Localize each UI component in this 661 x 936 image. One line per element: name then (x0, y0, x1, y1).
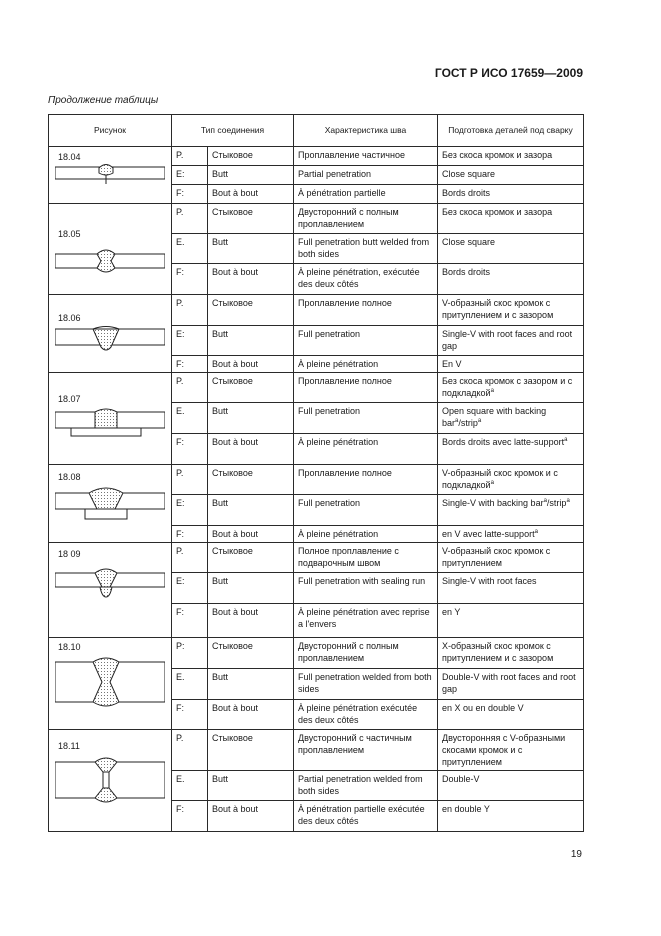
preparation-text: Bords droits avec latte-support (442, 437, 565, 447)
table-row (49, 638, 584, 669)
weld-characteristic: Full penetration (294, 495, 438, 526)
footnote-mark: a (543, 498, 547, 504)
footnote-mark: a (490, 480, 494, 486)
preparation (438, 573, 584, 604)
preparation (438, 234, 584, 264)
preparation-text: en X ou en double V (442, 703, 524, 713)
weld-characteristic: Full penetration (294, 326, 438, 356)
preparation (438, 356, 584, 373)
table-header-row (49, 115, 584, 147)
preparation (438, 403, 584, 434)
weld-characteristic: À pleine pénétration, exécutée des deux côtés (294, 264, 438, 295)
language-code: E. (172, 669, 208, 700)
table-body (49, 147, 584, 832)
preparation-text: Без скоса кромок с зазором и с подкладкой (442, 376, 573, 398)
weld-characteristic: À pleine pénétration exécutée des deux côtés (294, 700, 438, 730)
preparation (438, 526, 584, 543)
weld-characteristic: À pleine pénétration (294, 356, 438, 373)
figure-cell (49, 204, 172, 295)
joint-type: Bout à bout (208, 185, 294, 204)
language-code: F: (172, 801, 208, 832)
language-code: P: (172, 638, 208, 669)
language-code: P. (172, 543, 208, 573)
preparation (438, 166, 584, 185)
preparation-text: Double-V with root faces and root gap (442, 672, 576, 694)
joint-type: Butt (208, 669, 294, 700)
figure-number: 18.08 (58, 472, 81, 482)
preparation-text-tail: /strip (458, 418, 478, 428)
table-row (49, 204, 584, 234)
weld-characteristic: Проплавление частичное (294, 147, 438, 166)
language-code: P. (172, 373, 208, 403)
joint-type: Стыковое (208, 373, 294, 403)
weld-joint-diagram (55, 652, 165, 718)
table-continuation-label: Продолжение таблицы (48, 95, 159, 106)
preparation-text: Open square with backing bar (442, 406, 547, 428)
table-row (49, 147, 584, 166)
figure-number: 18.04 (58, 152, 81, 162)
footnote-mark: a (534, 529, 538, 535)
weld-characteristic: Проплавление полное (294, 465, 438, 495)
weld-joint-diagram (55, 406, 165, 446)
preparation-text: Bords droits (442, 188, 491, 198)
preparation-text: Double-V (442, 774, 480, 784)
language-code: F: (172, 526, 208, 543)
preparation-text: en V avec latte-support (442, 529, 535, 539)
footnote-mark: a (455, 418, 459, 424)
figure-number: 18.10 (58, 642, 81, 652)
weld-characteristic: Full penetration welded from both sides (294, 669, 438, 700)
joint-type: Стыковое (208, 543, 294, 573)
preparation (438, 669, 584, 700)
language-code: P. (172, 730, 208, 771)
weld-characteristic: Двусторонний с частичным проплавлением (294, 730, 438, 771)
table-row (49, 373, 584, 403)
footnote-mark: a (566, 498, 570, 504)
preparation-text: Single-V with root faces (442, 576, 537, 586)
weld-characteristic: À pleine pénétration (294, 434, 438, 465)
preparation-text: Close square (442, 237, 496, 247)
weld-characteristic: Partial penetration (294, 166, 438, 185)
language-code: P. (172, 147, 208, 166)
preparation-text: En V (442, 359, 462, 369)
weld-characteristic: Проплавление полное (294, 295, 438, 326)
figure-cell (49, 730, 172, 832)
joint-type: Butt (208, 495, 294, 526)
weld-joint-diagram (55, 561, 165, 603)
language-code: E: (172, 573, 208, 604)
preparation-text: V-образный скос кромок с притуплением и с зазором (442, 298, 554, 320)
language-code: E: (172, 495, 208, 526)
joint-type: Bout à bout (208, 264, 294, 295)
joint-type: Butt (208, 573, 294, 604)
joint-type: Butt (208, 403, 294, 434)
preparation (438, 326, 584, 356)
weld-characteristic: À pénétration partielle exécutée des deux côtés (294, 801, 438, 832)
language-code: E. (172, 234, 208, 264)
joint-type: Стыковое (208, 465, 294, 495)
preparation-text: Bords droits (442, 267, 491, 277)
weld-characteristic: Полное проплавление с подварочным швом (294, 543, 438, 573)
preparation (438, 185, 584, 204)
page-number: 19 (570, 849, 582, 860)
column-header-figure: Рисунок (49, 115, 172, 147)
preparation-text: Без скоса кромок и зазора (442, 207, 553, 217)
preparation-text: en Y (442, 607, 461, 617)
weld-joint-diagram (55, 479, 165, 527)
footnote-mark: a (564, 437, 568, 443)
weld-characteristic: Full penetration (294, 403, 438, 434)
weld-characteristic: Full penetration butt welded from both sides (294, 234, 438, 264)
joint-type: Стыковое (208, 204, 294, 234)
preparation (438, 801, 584, 832)
joint-type: Bout à bout (208, 700, 294, 730)
column-header-joint-type: Тип соединения (172, 115, 294, 147)
preparation (438, 147, 584, 166)
weld-characteristic: À pénétration partielle (294, 185, 438, 204)
preparation (438, 700, 584, 730)
figure-number: 18 09 (58, 549, 81, 559)
language-code: P. (172, 204, 208, 234)
weld-characteristic: Full penetration with sealing run (294, 573, 438, 604)
joint-type: Bout à bout (208, 356, 294, 373)
footnote-mark: a (490, 388, 494, 394)
table-row (49, 730, 584, 771)
weld-characteristic: Partial penetration welded from both sides (294, 771, 438, 801)
weld-characteristic: À pleine pénétration (294, 526, 438, 543)
language-code: P. (172, 465, 208, 495)
figure-number: 18.11 (58, 741, 80, 751)
figure-cell (49, 147, 172, 204)
joint-type: Butt (208, 234, 294, 264)
figure-cell (49, 543, 172, 638)
weld-characteristic: Двусторонний с полным проплавлением (294, 204, 438, 234)
weld-joint-table (48, 114, 584, 832)
preparation (438, 771, 584, 801)
preparation (438, 730, 584, 771)
joint-type: Стыковое (208, 638, 294, 669)
joint-type: Bout à bout (208, 434, 294, 465)
language-code: E. (172, 403, 208, 434)
preparation-text: en double Y (442, 804, 490, 814)
language-code: F: (172, 264, 208, 295)
preparation-text: Single-V with backing bar (442, 498, 544, 508)
preparation-text: Двусторонняя с V-образными скосами кромок и с притуплением (442, 733, 566, 767)
preparation (438, 373, 584, 403)
table-row (49, 465, 584, 495)
preparation-text: Single-V with root faces and root gap (442, 329, 573, 351)
document-header: ГОСТ Р ИСО 17659—2009 (434, 66, 583, 80)
preparation (438, 638, 584, 669)
joint-type: Стыковое (208, 295, 294, 326)
joint-type: Butt (208, 771, 294, 801)
language-code: F: (172, 356, 208, 373)
figure-number: 18.06 (58, 313, 81, 323)
preparation-text: Close square (442, 169, 496, 179)
footnote-mark: a (477, 418, 482, 424)
preparation (438, 604, 584, 638)
weld-characteristic: Двусторонний с полным проплавлением (294, 638, 438, 669)
joint-type: Butt (208, 166, 294, 185)
preparation (438, 204, 584, 234)
preparation (438, 264, 584, 295)
figure-cell (49, 465, 172, 543)
language-code: P. (172, 295, 208, 326)
joint-type: Bout à bout (208, 604, 294, 638)
language-code: E: (172, 166, 208, 185)
weld-joint-diagram (55, 161, 165, 185)
figure-cell (49, 295, 172, 373)
preparation (438, 495, 584, 526)
preparation (438, 543, 584, 573)
column-header-weld-characteristic: Характеристика шва (294, 115, 438, 147)
preparation-text-tail: /strip (546, 498, 567, 508)
preparation-text: V-образный скос кромок с притуплением (442, 546, 551, 568)
joint-type: Butt (208, 326, 294, 356)
figure-number: 18.05 (58, 229, 81, 239)
preparation-text: Без скоса кромок и зазора (442, 150, 553, 160)
preparation (438, 295, 584, 326)
column-header-preparation: Подготовка деталей под сварку (438, 115, 584, 147)
preparation (438, 465, 584, 495)
joint-type: Bout à bout (208, 526, 294, 543)
preparation-text: X-образный скос кромок с притуплением и с зазором (442, 641, 554, 663)
language-code: F: (172, 185, 208, 204)
preparation (438, 434, 584, 465)
table-row (49, 543, 584, 573)
figure-cell (49, 638, 172, 730)
language-code: F: (172, 700, 208, 730)
weld-joint-diagram (55, 244, 165, 278)
joint-type: Bout à bout (208, 801, 294, 832)
weld-joint-diagram (55, 323, 165, 357)
language-code: E. (172, 771, 208, 801)
table-row (49, 295, 584, 326)
language-code: E: (172, 326, 208, 356)
joint-type: Стыковое (208, 730, 294, 771)
language-code: F: (172, 434, 208, 465)
preparation-text: V-образный скос кромок и с подкладкой (442, 468, 558, 490)
weld-characteristic: Проплавление полное (294, 373, 438, 403)
language-code: F: (172, 604, 208, 638)
weld-joint-diagram (55, 754, 165, 810)
joint-type: Стыковое (208, 147, 294, 166)
weld-characteristic: À pleine pénétration avec reprise a l'envers (294, 604, 438, 638)
figure-cell (49, 373, 172, 465)
figure-number: 18.07 (58, 394, 81, 404)
